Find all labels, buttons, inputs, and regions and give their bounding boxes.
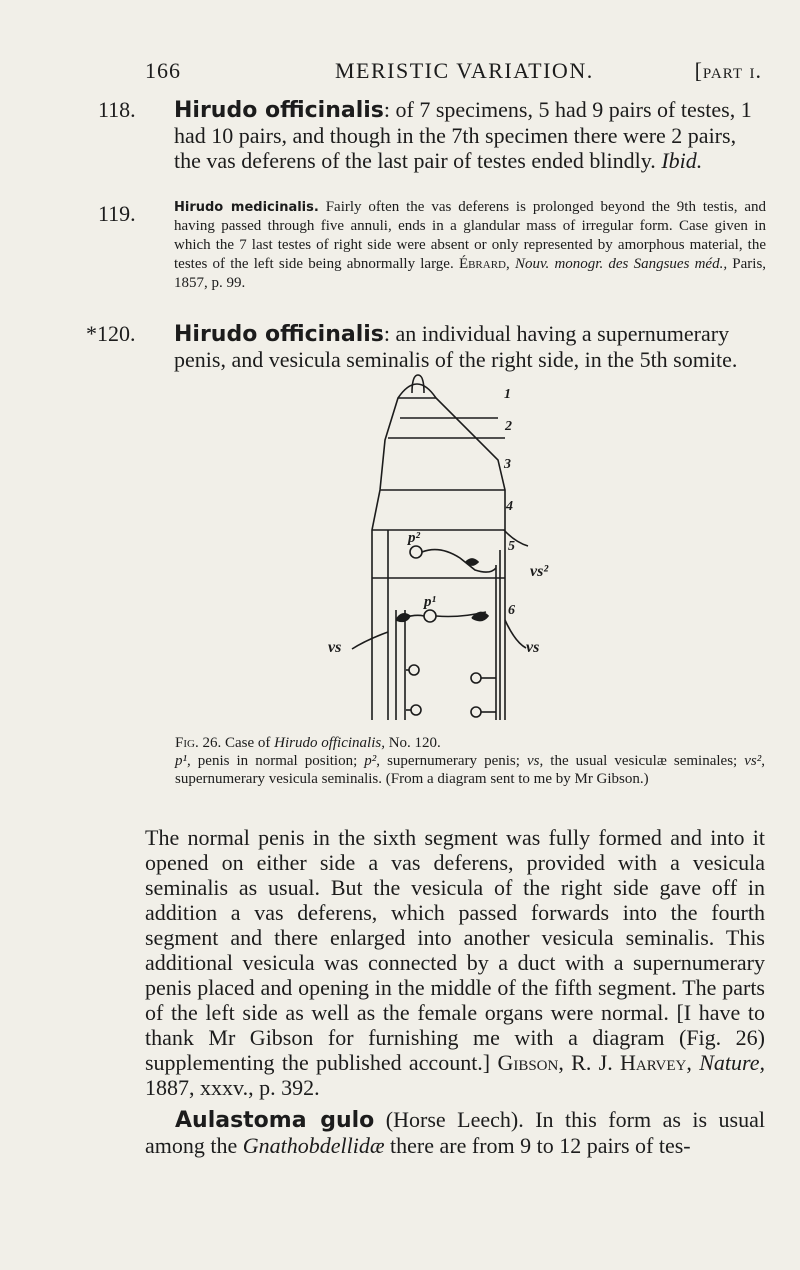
citation-author: Gibson, R. J. [497,1050,613,1075]
supernumerary-penis [410,546,422,558]
vs-symbol: vs [526,753,540,769]
running-header [145,58,762,88]
body-paragraph [145,825,765,1100]
testis [409,665,419,675]
caption-number: No. 120. [384,735,441,751]
species-name: Hirudo officinalis [174,98,384,123]
testis [471,673,481,683]
entry-number: 119. [98,201,136,226]
segment-label: 5 [508,539,515,554]
figure-26-diagram [300,370,600,725]
figure-caption [175,734,765,788]
work-title: Nouv. monogr. des Sangsues méd., [514,256,728,272]
page-number: 166 [145,58,181,83]
caption-text: Case of [221,735,275,751]
paragraph-text: The normal penis in the sixth segment was fully formed and into it opened on either side a vas deferens, provided with a vesicula seminalis as usual. But the vesicula of the right side gave off in addition a vas deferens, which passed forwards into the fourth segment and there enlarged into another vesicula seminalis. This additional vesicula was connected by a duct with a supernumerary penis placed and opening in the middle of the fifth segment. The parts of the left side as well as the female organs were normal. [I have to thank Mr Gibson for furnishing me with a diagram (Fig. 26) supplementing the published account.] [145,825,765,1075]
segment-label: 1 [504,387,511,402]
p2-symbol: p² [364,753,377,769]
author: Ébrard, [458,256,510,272]
entry-text: : of 7 specimens, 5 had 9 pairs of testes, 1 had 10 pairs, and though in the 7th specimen there were 2 pairs, the vas deferens of the last pair of testes ended blindly. [174,97,752,173]
p1-label: p¹ [424,594,436,610]
vs2-symbol: vs² [744,753,762,769]
segment-label: 6 [508,603,515,618]
family-name: Gnathobdellidæ [242,1133,385,1158]
caption-species: Hirudo officinalis, [274,735,385,751]
species-name: Aulastoma gulo [175,1108,375,1133]
part-label: [part i. [694,58,762,83]
entry-118 [98,97,766,173]
body-paragraph [145,1107,765,1158]
p1-desc: , penis in normal position; [187,753,358,769]
entry-text: : an individual having a supernumerary penis, and vesicula seminalis of the right side, in the 5th somite. [174,321,738,372]
paragraph-text: there are from 9 to 12 pairs of tes- [384,1133,691,1158]
entry-119 [98,198,766,293]
entry-120 [86,321,766,372]
normal-penis [424,610,436,622]
p2-label: p² [408,530,420,546]
body-outline [372,384,505,720]
paragraph-text: (Horse Leech). In this form as is usual among the [145,1107,765,1158]
entry-number: *120. [86,321,136,346]
species-name: Hirudo officinalis [174,322,384,347]
testis [471,707,481,717]
vs-left-label: vs [328,639,342,656]
entry-number: 118. [98,97,136,122]
leader-vs-right [505,620,526,648]
segment-label: 4 [506,499,513,514]
figure-label: Fig. 26. [175,735,222,751]
vs-right-label: vs [526,639,540,656]
reference: Ibid. [661,148,703,173]
vs2-desc: , supernumerary vesicula seminalis. (From a diagram sent to me by Mr Gibson.) [175,753,766,787]
citation-details: 1887, xxxv., p. 392. [145,1075,320,1100]
running-title: MERISTIC VARIATION. [335,58,594,83]
vs-desc: , the usual vesiculæ seminales; [539,753,738,769]
p2-desc: , supernumerary penis; [376,753,520,769]
segment-label: 3 [504,457,511,472]
citation-author: Harvey, [620,1050,692,1075]
segment-label: 2 [505,419,512,434]
testis [411,705,421,715]
p1-symbol: p¹ [175,753,187,769]
vs2-label: vs² [530,563,549,580]
citation-journal: Nature, [699,1050,765,1075]
publication: Paris, 1857, p. 99. [174,256,767,291]
species-name: Hirudo medicinalis. [174,200,319,215]
leader-vs-left [352,632,388,649]
entry-text: Fairly often the vas deferens is prolonged beyond the 9th testis, and having passed through five annuli, ends in a glandular mass of irregular form. Case given in which the 7 last testes of right side were absent or only represented by amorphous material, the testes of the left side being abnormally large. [174,199,766,272]
